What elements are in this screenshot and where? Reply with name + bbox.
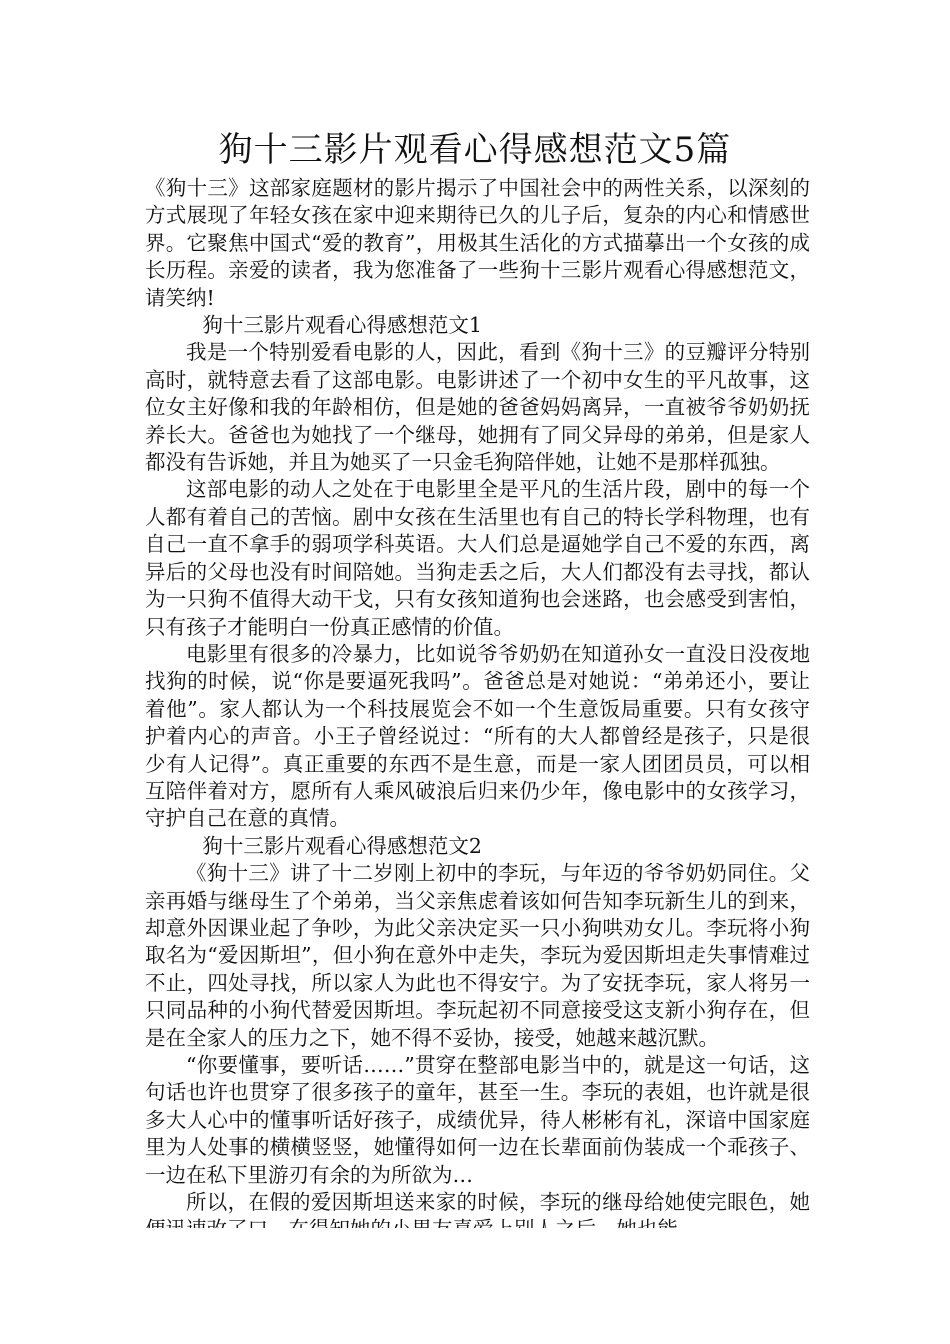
page-bottom-margin [0,1228,950,1344]
intro-paragraph: 《狗十三》这部家庭题材的影片揭示了中国社会中的两性关系，以深刻的方式展现了年轻女孩在家中迎来期待已久的儿子后，复杂的内心和情感世界。它聚焦中国式“爱的教育”，用极其生活化的方式描摹出一个女孩的成长历程。亲爱的读者，我为您准备了一些狗十三影片观看心得感想范文，请笑纳! [145,176,810,310]
document-body [145,175,810,1244]
section-paragraph: 这部电影的动人之处在于电影里全是平凡的生活片段，剧中的每一个人都有着自己的苦恼。剧中女孩在生活里也有自己的特长学科物理，也有自己一直不拿手的弱项学科英语。大人们总是逼她学自己不爱的东西，离异后的父母也没有时间陪她。当狗走丢之后，大人们都没有去寻找，都认为一只狗不值得大动干戈，只有女孩知道狗也会迷路，也会感受到害怕，只有孩子才能明白一份真正感情的价值。 [145,477,810,639]
section-heading: 狗十三影片观看心得感想范文2 [202,833,482,858]
document-title: 狗十三影片观看心得感想范文5篇 [218,130,732,170]
section-paragraph: 我是一个特别爱看电影的人，因此，看到《狗十三》的豆瓣评分特别高时，就特意去看了这部电影。电影讲述了一个初中女生的平凡故事，这位女主好像和我的年龄相仿，但是她的爸爸妈妈离异，一直被爷爷奶奶抚养长大。爸爸也为她找了一个继母，她拥有了同父异母的弟弟，但是家人都没有告诉她，并且为她买了一只金毛狗陪伴她，让她不是那样孤独。 [145,340,810,475]
section-paragraph: 所以，在假的爱因斯坦送来家的时候，李玩的继母给她使完眼色，她 [186,1190,810,1215]
section-heading: 狗十三影片观看心得感想范文1 [202,313,482,338]
section-paragraph: 《狗十三》讲了十二岁刚上初中的李玩，与年迈的爷爷奶奶同住。父亲再婚与继母生了个弟弟，当父亲焦虑着该如何告知李玩新生儿的到来，却意外因课业起了争吵，为此父亲决定买一只小狗哄劝女儿。李玩将小狗取名为“爱因斯坦”，但小狗在意外中走失，李玩为爱因斯坦走失事情难过不止，四处寻找，所以家人为此也不得安宁。为了安抚李玩，家人将另一只同品种的小狗代替爱因斯坦。李玩起初不同意接受这支新小狗存在，但是在全家人的压力之下，她不得不妥协，接受，她越来越沉默。 [145,861,810,1050]
section-paragraph: “你要懂事，要听话……”贯穿在整部电影当中的，就是这一句话，这句话也许也贯穿了很多孩子的童年，甚至一生。李玩的表姐，也许就是很多大人心中的懂事听话好孩子，成绩优异，待人彬彬有礼，深谙中国家庭里为人处事的横横竖竖，她懂得如何一边在长辈面前伪装成一个乖孩子、一边在私下里游刃有余的为所欲为… [145,1053,810,1187]
section-paragraph: 电影里有很多的冷暴力，比如说爷爷奶奶在知道孙女一直没日没夜地找狗的时候，说“你是要逼死我吗”。爸爸总是对她说：“弟弟还小，要让着他”。家人都认为一个科技展览会不如一个生意饭局重要。只有女孩守护着内心的声音。小王子曾经说过：“所有的大人都曾经是孩子，只是很少有人记得”。真正重要的东西不是生意，而是一家人团团员员，可以相互陪伴着对方，愿所有人乘风破浪后归来仍少年，像电影中的女孩学习，守护自己在意的真情。 [145,641,810,831]
